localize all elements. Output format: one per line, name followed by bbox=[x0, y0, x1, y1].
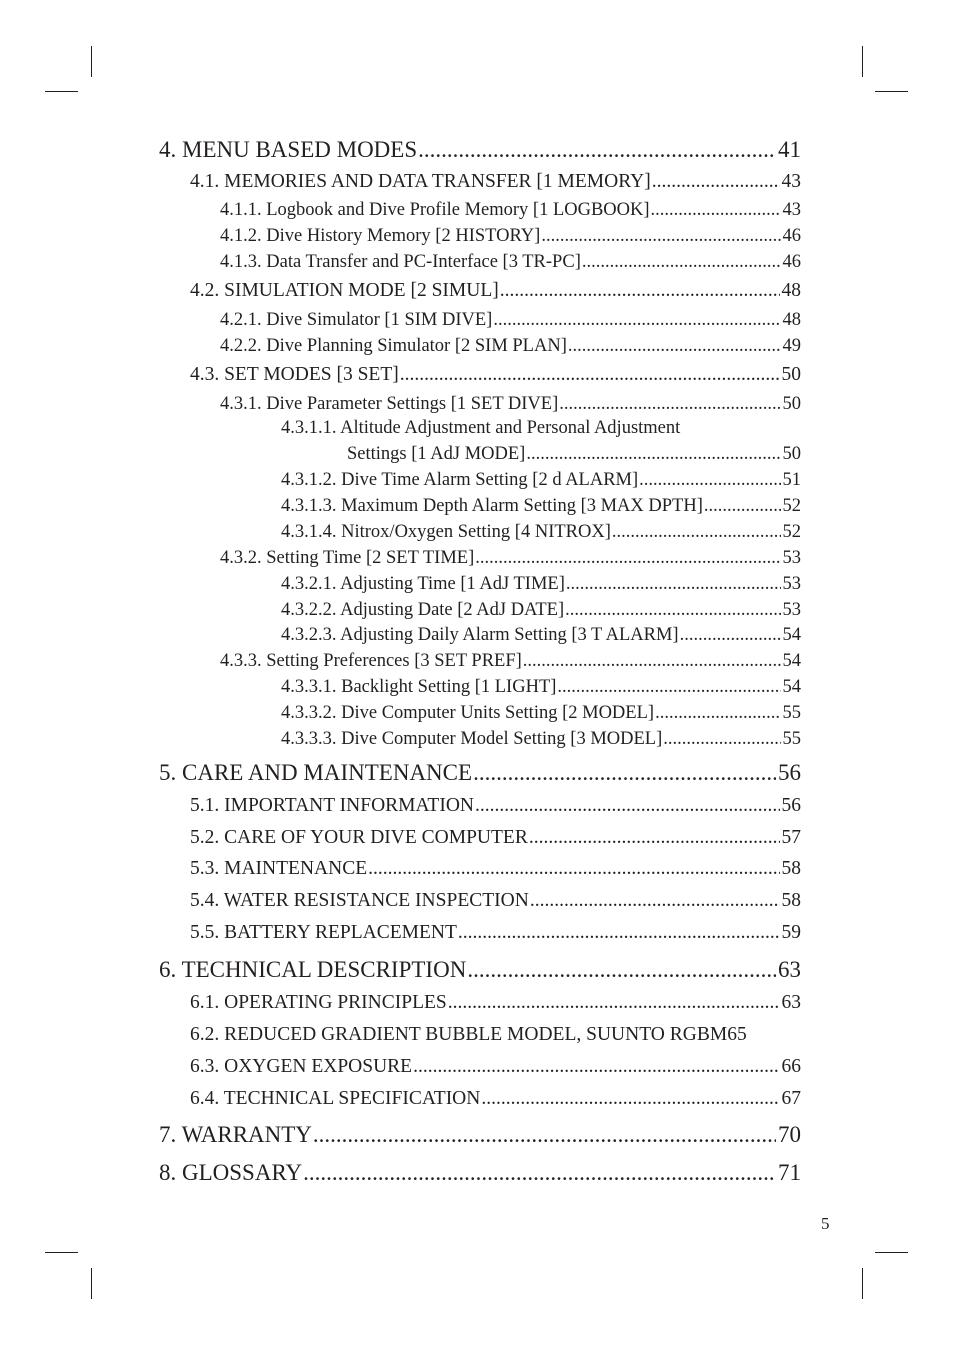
toc-entry-page: 52 bbox=[782, 522, 801, 542]
toc-entry-page: 50 bbox=[782, 394, 801, 414]
dot-leader bbox=[559, 394, 780, 415]
toc-entry[interactable] bbox=[281, 522, 801, 543]
toc-entry[interactable] bbox=[190, 1088, 801, 1110]
dot-leader bbox=[473, 760, 776, 786]
dot-leader bbox=[663, 729, 780, 750]
toc-entry-page: 67 bbox=[781, 1088, 801, 1109]
toc-entry-page: 54 bbox=[782, 677, 801, 697]
toc-entry-page: 71 bbox=[778, 1160, 801, 1185]
dot-leader bbox=[368, 858, 779, 880]
toc-entry[interactable] bbox=[220, 226, 801, 247]
toc-entry[interactable] bbox=[220, 252, 801, 273]
toc-entry-label: 4.3.2.1. Adjusting Time [1 AdJ TIME] bbox=[281, 574, 565, 594]
toc-entry-label: 4.3.1.2. Dive Time Alarm Setting [2 d ALARM] bbox=[281, 470, 639, 490]
toc-entry-label: 4.1.3. Data Transfer and PC-Interface [3 TR-PC] bbox=[220, 252, 581, 272]
dot-leader bbox=[493, 310, 780, 331]
toc-entry[interactable] bbox=[190, 280, 801, 302]
toc-entry-page: 57 bbox=[781, 827, 801, 848]
toc-entry-label: 4.3.2. Setting Time [2 SET TIME] bbox=[220, 548, 475, 568]
toc-entry-page: 56 bbox=[778, 760, 801, 785]
dot-leader bbox=[475, 795, 779, 817]
toc-entry[interactable] bbox=[190, 364, 801, 386]
toc-entry-page: 56 bbox=[781, 795, 801, 816]
toc-entry-label: 5.5. BATTERY REPLACEMENT bbox=[190, 922, 457, 943]
toc-entry-page: 53 bbox=[782, 574, 801, 594]
toc-entry-page: 53 bbox=[782, 600, 801, 620]
toc-entry-page: 51 bbox=[782, 470, 801, 490]
toc-entry-page: 43 bbox=[781, 171, 801, 192]
dot-leader bbox=[651, 200, 781, 221]
toc-entry[interactable] bbox=[220, 548, 801, 569]
dot-leader bbox=[529, 827, 780, 849]
toc-entry-label: 4. MENU BASED MODES bbox=[159, 137, 418, 162]
toc-entry[interactable] bbox=[281, 600, 801, 621]
dot-leader bbox=[418, 137, 776, 163]
dot-leader bbox=[481, 1088, 779, 1110]
toc-entry[interactable] bbox=[190, 890, 801, 912]
toc-entry-page: 53 bbox=[782, 548, 801, 568]
toc-entry-page: 63 bbox=[778, 957, 801, 982]
toc-entry-page: 41 bbox=[778, 137, 801, 162]
dot-leader bbox=[526, 444, 780, 465]
toc-entry-page: 63 bbox=[781, 992, 801, 1013]
toc-entry-label: 5.2. CARE OF YOUR DIVE COMPUTER bbox=[190, 827, 528, 848]
toc-entry[interactable] bbox=[159, 137, 801, 163]
toc-entry-page: 59 bbox=[781, 922, 801, 943]
dot-leader bbox=[655, 703, 780, 724]
toc-entry[interactable] bbox=[281, 729, 801, 750]
toc-entry-label: 4.3.3.2. Dive Computer Units Setting [2 MODEL] bbox=[281, 703, 655, 723]
toc-entry-label: 5.1. IMPORTANT INFORMATION bbox=[190, 795, 475, 816]
dot-leader bbox=[639, 470, 780, 491]
toc-entry-page: 50 bbox=[781, 364, 801, 385]
toc-entry[interactable] bbox=[190, 171, 801, 193]
toc-entry[interactable] bbox=[220, 394, 801, 415]
toc-entry[interactable] bbox=[190, 858, 801, 880]
toc-entry[interactable] bbox=[190, 1024, 804, 1046]
toc-entry[interactable] bbox=[220, 310, 801, 331]
toc-entry-page: 58 bbox=[781, 890, 801, 911]
toc-entry-label: 4.2.2. Dive Planning Simulator [2 SIM PLAN] bbox=[220, 336, 567, 356]
toc-entry-page: 55 bbox=[782, 703, 801, 723]
toc-entry-page: 49 bbox=[782, 336, 801, 356]
toc-entry-label: 4.1.1. Logbook and Dive Profile Memory [1 LOGBOOK] bbox=[220, 200, 650, 220]
toc-entry[interactable] bbox=[190, 992, 801, 1014]
dot-leader bbox=[313, 1122, 776, 1148]
toc-entry-label: 4.2. SIMULATION MODE [2 SIMUL] bbox=[190, 280, 499, 301]
toc-entry-page: 50 bbox=[782, 444, 801, 464]
toc-entry[interactable] bbox=[220, 200, 801, 221]
dot-leader bbox=[400, 364, 780, 386]
toc-entry-label: 8. GLOSSARY bbox=[159, 1160, 303, 1185]
toc-entry-label: 6.4. TECHNICAL SPECIFICATION bbox=[190, 1088, 481, 1109]
toc-entry[interactable] bbox=[190, 795, 801, 817]
dot-leader bbox=[557, 677, 780, 698]
toc-entry-label: 7. WARRANTY bbox=[159, 1122, 312, 1147]
dot-leader bbox=[582, 252, 781, 273]
toc-entry-page: 70 bbox=[778, 1122, 801, 1147]
dot-leader bbox=[704, 496, 781, 517]
toc-entry-page: 52 bbox=[782, 496, 801, 516]
toc-entry-label: 6.2. REDUCED GRADIENT BUBBLE MODEL, SUUNTO RGBM bbox=[190, 1024, 728, 1045]
toc-entry-page: 46 bbox=[782, 252, 801, 272]
dot-leader bbox=[568, 336, 781, 357]
dot-leader bbox=[413, 1056, 779, 1078]
dot-leader bbox=[467, 957, 776, 983]
toc-entry-label: Settings [1 AdJ MODE] bbox=[347, 444, 526, 464]
toc-entry[interactable] bbox=[159, 957, 801, 983]
toc-entry-label: 4.3.2.2. Adjusting Date [2 AdJ DATE] bbox=[281, 600, 565, 620]
toc-entry[interactable] bbox=[159, 1160, 801, 1186]
toc-entry-page: 43 bbox=[782, 200, 801, 220]
toc-entry-label: 6. TECHNICAL DESCRIPTION bbox=[159, 957, 467, 982]
toc-entry-label: 4.1. MEMORIES AND DATA TRANSFER [1 MEMORY] bbox=[190, 171, 651, 192]
toc-entry-label: 4.3.1.3. Maximum Depth Alarm Setting [3 MAX DPTH] bbox=[281, 496, 703, 516]
toc-entry-label: 4.3.1. Dive Parameter Settings [1 SET DIVE] bbox=[220, 394, 559, 414]
toc-entry-label: 5.4. WATER RESISTANCE INSPECTION bbox=[190, 890, 529, 911]
toc-entry-label: 4.3.3.3. Dive Computer Model Setting [3 MODEL] bbox=[281, 729, 663, 749]
dot-leader bbox=[612, 522, 781, 543]
dot-leader bbox=[303, 1160, 776, 1186]
toc-entry-label: 4.3.2.3. Adjusting Daily Alarm Setting [3 T ALARM] bbox=[281, 625, 679, 645]
toc-entry[interactable] bbox=[159, 760, 801, 786]
toc-entry-label: 6.3. OXYGEN EXPOSURE bbox=[190, 1056, 413, 1077]
toc-entry-label: 4.3. SET MODES [3 SET] bbox=[190, 364, 399, 385]
toc-entry[interactable] bbox=[281, 677, 801, 698]
toc-entry[interactable] bbox=[190, 922, 801, 944]
toc-entry[interactable] bbox=[281, 496, 801, 517]
toc-entry[interactable] bbox=[281, 703, 801, 724]
toc-entry[interactable] bbox=[159, 1122, 801, 1148]
toc-entry[interactable] bbox=[190, 1056, 801, 1078]
dot-leader bbox=[565, 600, 780, 621]
toc-entry-page: 46 bbox=[782, 226, 801, 246]
dot-leader bbox=[530, 890, 780, 912]
toc-entry-label: 4.1.2. Dive History Memory [2 HISTORY] bbox=[220, 226, 541, 246]
dot-leader bbox=[523, 651, 781, 672]
toc-entry-page: 58 bbox=[781, 858, 801, 879]
dot-leader bbox=[500, 280, 780, 302]
dot-leader bbox=[566, 574, 781, 595]
toc-entry[interactable] bbox=[281, 625, 801, 646]
dot-leader bbox=[652, 171, 780, 193]
toc-entry[interactable] bbox=[281, 470, 801, 491]
toc-entry-page: 48 bbox=[782, 310, 801, 330]
toc-entry[interactable] bbox=[220, 651, 801, 672]
toc-entry-page: 55 bbox=[782, 729, 801, 749]
toc-entry-page: 65 bbox=[727, 1024, 747, 1045]
toc-entry-label: 4.3.3.1. Backlight Setting [1 LIGHT] bbox=[281, 677, 557, 697]
toc-entry-label: 4.3.1.1. Altitude Adjustment and Personal Adjustment bbox=[281, 418, 681, 438]
toc-entry-label: 6.1. OPERATING PRINCIPLES bbox=[190, 992, 447, 1013]
toc-entry-page: 66 bbox=[781, 1056, 801, 1077]
toc-entry-page: 48 bbox=[781, 280, 801, 301]
toc-entry-page: 54 bbox=[782, 625, 801, 645]
toc-entry-label: 5.3. MAINTENANCE bbox=[190, 858, 368, 879]
dot-leader bbox=[680, 625, 781, 646]
page-number: 5 bbox=[821, 1214, 830, 1233]
toc-entry-label: 4.3.1.4. Nitrox/Oxygen Setting [4 NITROX] bbox=[281, 522, 611, 542]
toc-entry[interactable] bbox=[281, 574, 801, 595]
toc-entry-label: 4.2.1. Dive Simulator [1 SIM DIVE] bbox=[220, 310, 493, 330]
toc-entry-label: 5. CARE AND MAINTENANCE bbox=[159, 760, 473, 785]
dot-leader bbox=[448, 992, 780, 1014]
dot-leader bbox=[458, 922, 780, 944]
dot-leader bbox=[475, 548, 780, 569]
toc-entry-label: 4.3.3. Setting Preferences [3 SET PREF] bbox=[220, 651, 522, 671]
dot-leader bbox=[541, 226, 780, 247]
toc-entry[interactable] bbox=[190, 827, 801, 849]
toc-entry-page: 54 bbox=[782, 651, 801, 671]
toc-entry[interactable] bbox=[347, 444, 801, 465]
toc-entry[interactable] bbox=[220, 336, 801, 357]
